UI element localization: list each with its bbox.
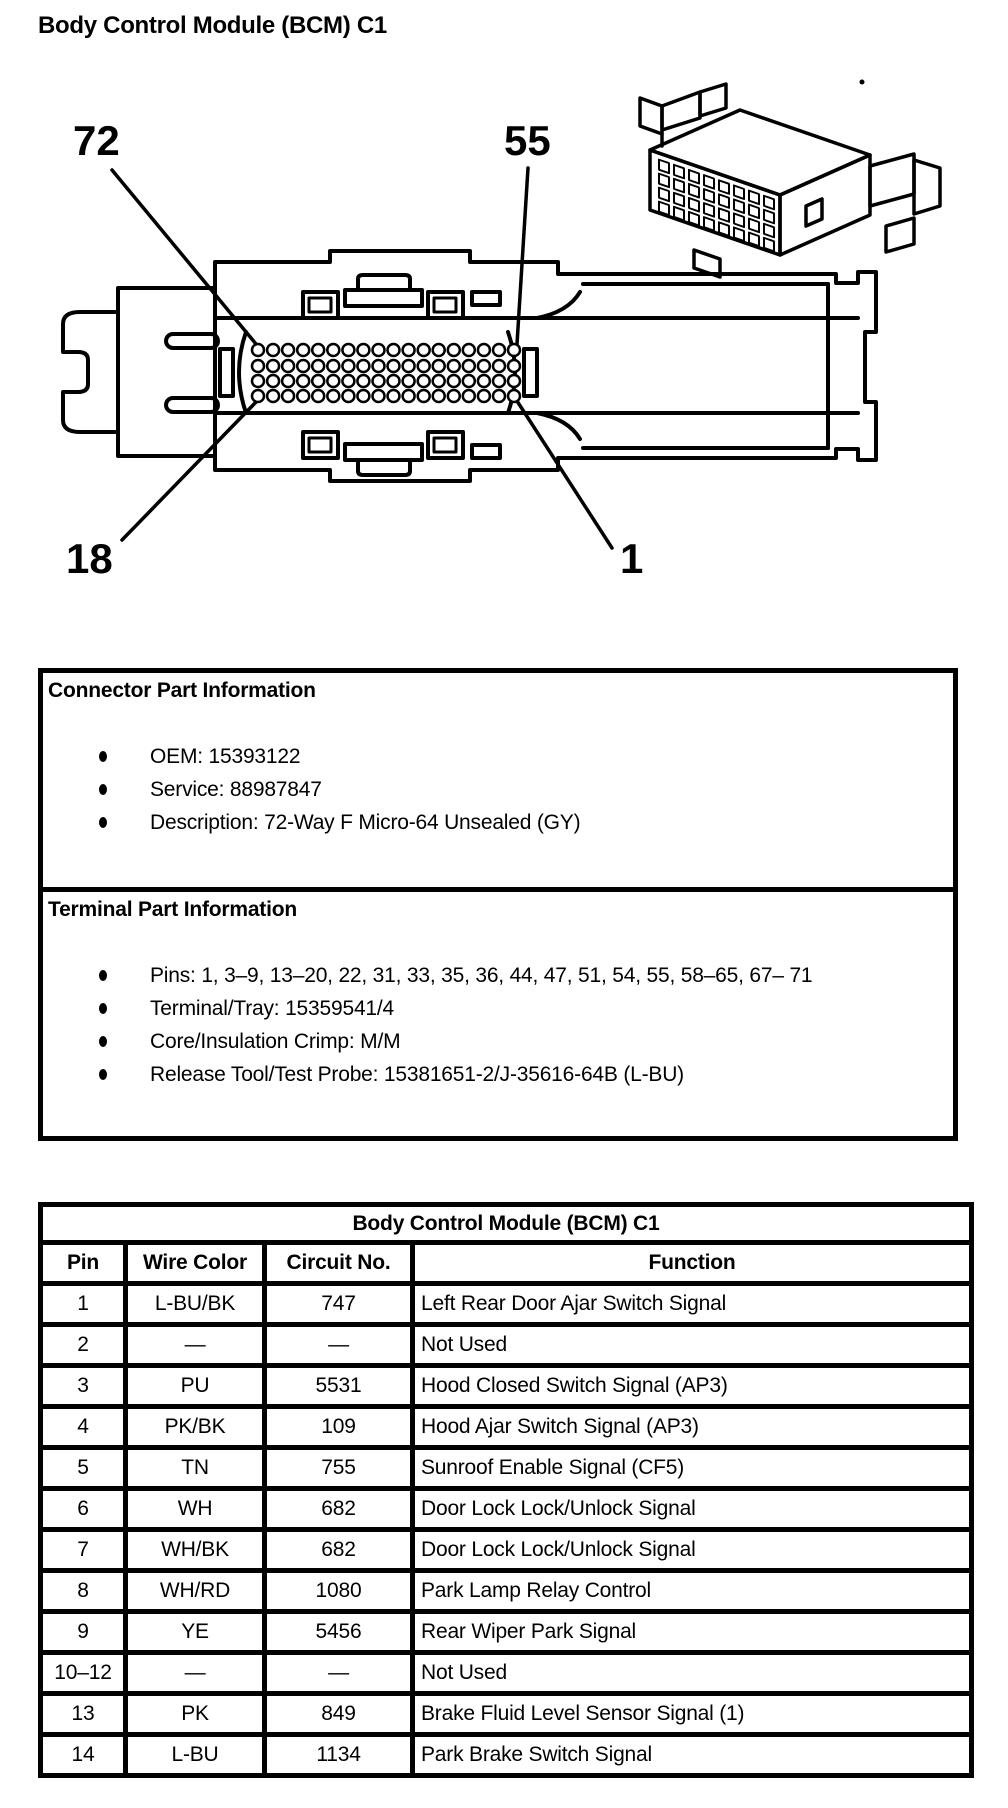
pin-hole	[252, 390, 264, 402]
pin-hole	[267, 375, 279, 387]
top-center-bump	[358, 275, 410, 290]
top-center-tab	[345, 290, 422, 306]
table-cell: Hood Closed Switch Signal (AP3)	[413, 1366, 972, 1407]
table-cell: 1	[41, 1284, 126, 1325]
pin-hole	[373, 375, 385, 387]
pin-hole	[297, 360, 309, 372]
iso-right-arm	[870, 154, 914, 206]
table-cell: Park Lamp Relay Control	[413, 1571, 972, 1612]
bottom-clip-1-inner	[309, 438, 331, 452]
part-information-box	[38, 668, 958, 1141]
pin-hole	[448, 390, 460, 402]
table-row	[41, 1489, 972, 1530]
bullet-item: Service: 88987847	[43, 773, 953, 806]
table-row	[41, 1694, 972, 1735]
iso-pin-cell	[749, 191, 759, 204]
table-cell: Brake Fluid Level Sensor Signal (1)	[413, 1694, 972, 1735]
pin-hole	[478, 390, 490, 402]
pin-hole	[493, 344, 505, 356]
pin-hole	[282, 344, 294, 356]
pin-label-72: 72	[73, 117, 120, 164]
bullet-item: Core/Insulation Crimp: M/M	[43, 1025, 953, 1058]
table-cell: 1134	[265, 1735, 413, 1776]
pin-hole	[312, 375, 324, 387]
iso-right-foot	[886, 218, 914, 252]
pin-hole	[403, 375, 415, 387]
iso-pin-cell	[734, 214, 744, 227]
table-cell: 755	[265, 1448, 413, 1489]
pin-hole	[448, 344, 460, 356]
iso-pin-cell	[689, 198, 699, 211]
table-cell: PK	[126, 1694, 265, 1735]
table-row	[41, 1735, 972, 1776]
iso-pin-cell	[749, 219, 759, 232]
table-cell: 5456	[265, 1612, 413, 1653]
table-row	[41, 1407, 972, 1448]
connector-iso-view	[640, 80, 940, 278]
left-prong-bottom	[166, 398, 218, 412]
top-clip-2-inner	[434, 298, 456, 312]
table-cell: PU	[126, 1366, 265, 1407]
iso-pin-cell	[659, 202, 669, 215]
column-header-function: Function	[413, 1243, 972, 1284]
bottom-center-bump	[358, 460, 410, 475]
terminal-part-information-list	[43, 959, 953, 1091]
iso-pin-cell	[734, 186, 744, 199]
column-header-circuit-no: Circuit No.	[265, 1243, 413, 1284]
right-corner-arc-bottom	[537, 413, 580, 439]
iso-pin-cell	[764, 224, 774, 237]
iso-pin-cell	[674, 193, 684, 206]
table-cell: Hood Ajar Switch Signal (AP3)	[413, 1407, 972, 1448]
iso-pin-cell	[749, 205, 759, 218]
table-cell: Door Lock Lock/Unlock Signal	[413, 1489, 972, 1530]
iso-pin-cell	[719, 194, 729, 207]
pin-hole	[433, 344, 445, 356]
table-cell: 14	[41, 1735, 126, 1776]
table-cell: 10–12	[41, 1653, 126, 1694]
pin-hole	[478, 360, 490, 372]
iso-pin-cell	[719, 180, 729, 193]
pin-hole	[478, 344, 490, 356]
pin-hole	[403, 360, 415, 372]
table-row	[41, 1448, 972, 1489]
table-cell: 8	[41, 1571, 126, 1612]
table-cell: 849	[265, 1694, 413, 1735]
table-cell: —	[265, 1653, 413, 1694]
iso-pin-cell	[704, 217, 714, 230]
table-cell: Not Used	[413, 1653, 972, 1694]
pin-hole	[418, 375, 430, 387]
left-prong-top	[166, 334, 218, 348]
pin-hole	[357, 360, 369, 372]
bullet-item: OEM: 15393122	[43, 740, 953, 773]
connector-part-information-title: Connector Part Information	[48, 679, 316, 702]
table-cell: TN	[126, 1448, 265, 1489]
table-cell: Door Lock Lock/Unlock Signal	[413, 1530, 972, 1571]
pin-hole	[388, 360, 400, 372]
pin-hole	[282, 360, 294, 372]
iso-latch-flange-1	[640, 98, 662, 134]
pin-hole	[493, 375, 505, 387]
pin-hole	[297, 344, 309, 356]
pin-cavity-left-arc	[239, 332, 246, 413]
pin-hole	[463, 390, 475, 402]
table-cell: —	[126, 1325, 265, 1366]
table-cell: WH/BK	[126, 1530, 265, 1571]
pin-hole	[312, 360, 324, 372]
table-row	[41, 1571, 972, 1612]
terminal-part-information-title: Terminal Part Information	[48, 898, 297, 921]
table-cell: 2	[41, 1325, 126, 1366]
table-cell: 3	[41, 1366, 126, 1407]
iso-pin-cell	[719, 208, 729, 221]
pin-hole	[403, 390, 415, 402]
pin-grid	[252, 344, 520, 402]
pin-hole	[267, 360, 279, 372]
pin-hole	[282, 390, 294, 402]
table-row	[41, 1612, 972, 1653]
pin-hole	[267, 344, 279, 356]
pin-hole	[418, 344, 430, 356]
iso-right-clip	[914, 160, 940, 214]
pin-hole	[373, 360, 385, 372]
table-cell: YE	[126, 1612, 265, 1653]
table-cell: L-BU/BK	[126, 1284, 265, 1325]
pin-label-55: 55	[504, 117, 551, 164]
pin-label-18: 18	[66, 535, 113, 582]
pin-hole	[508, 375, 520, 387]
table-cell: 682	[265, 1530, 413, 1571]
table-row	[41, 1530, 972, 1571]
pin-hole	[312, 344, 324, 356]
pin-hole	[267, 390, 279, 402]
bottom-center-tab	[345, 444, 422, 460]
pin-hole	[297, 390, 309, 402]
table-cell: —	[126, 1653, 265, 1694]
bottom-small-tab	[472, 445, 500, 458]
bullet-item: Description: 72-Way F Micro-64 Unsealed (GY)	[43, 806, 953, 839]
pin-hole	[252, 360, 264, 372]
iso-pin-cell	[689, 212, 699, 225]
pin-hole	[478, 375, 490, 387]
table-cell: 1080	[265, 1571, 413, 1612]
pin-hole	[297, 375, 309, 387]
pin-hole	[327, 375, 339, 387]
pin-hole	[357, 390, 369, 402]
pin-hole	[252, 375, 264, 387]
pin-hole	[373, 344, 385, 356]
pin-hole	[433, 390, 445, 402]
iso-latch-box	[700, 84, 726, 116]
pin-hole	[388, 375, 400, 387]
pin-hole	[342, 375, 354, 387]
pin-hole	[448, 375, 460, 387]
pin-hole	[418, 360, 430, 372]
pin-hole	[282, 375, 294, 387]
table-cell: Park Brake Switch Signal	[413, 1735, 972, 1776]
table-row	[41, 1653, 972, 1694]
pin-hole	[342, 390, 354, 402]
bullet-item: Terminal/Tray: 15359541/4	[43, 992, 953, 1025]
table-cell: L-BU	[126, 1735, 265, 1776]
table-cell: 13	[41, 1694, 126, 1735]
table-cell: 4	[41, 1407, 126, 1448]
pin-hole	[388, 390, 400, 402]
iso-pin-cell	[749, 233, 759, 246]
connector-diagram	[0, 0, 1008, 600]
iso-pin-cell	[764, 196, 774, 209]
pin-hole	[508, 390, 520, 402]
bullet-item: Release Tool/Test Probe: 15381651-2/J-35616-64B (L-BU)	[43, 1058, 953, 1091]
left-bracket	[63, 312, 118, 432]
pin-hole	[433, 375, 445, 387]
pin-table-title: Body Control Module (BCM) C1	[41, 1205, 972, 1243]
iso-pin-cell	[734, 200, 744, 213]
table-row	[41, 1284, 972, 1325]
iso-pin-cell	[659, 160, 669, 173]
terminal-part-information-section	[43, 892, 953, 1091]
bottom-clip-2-inner	[434, 438, 456, 452]
pin-hole	[357, 375, 369, 387]
table-cell: WH	[126, 1489, 265, 1530]
table-cell: 747	[265, 1284, 413, 1325]
pin-hole	[433, 360, 445, 372]
table-cell: Not Used	[413, 1325, 972, 1366]
iso-pin-cell	[704, 175, 714, 188]
iso-pin-cell	[689, 184, 699, 197]
table-cell: 7	[41, 1530, 126, 1571]
pin-hole	[508, 360, 520, 372]
pin-hole	[418, 390, 430, 402]
left-block	[118, 288, 215, 456]
table-cell: Rear Wiper Park Signal	[413, 1612, 972, 1653]
top-clip-1-inner	[309, 298, 331, 312]
top-small-tab	[472, 292, 500, 305]
table-cell: 5531	[265, 1366, 413, 1407]
pin-hole	[342, 344, 354, 356]
column-header-wire-color: Wire Color	[126, 1243, 265, 1284]
table-cell: 109	[265, 1407, 413, 1448]
iso-pin-cell	[674, 207, 684, 220]
pin-hole	[448, 360, 460, 372]
pin-hole	[252, 344, 264, 356]
pin-hole	[463, 344, 475, 356]
table-cell: PK/BK	[126, 1407, 265, 1448]
connector-part-information-list	[43, 740, 953, 839]
page-title: Body Control Module (BCM) C1	[38, 12, 387, 39]
pin-table-header-row	[41, 1243, 972, 1284]
pin-hole	[493, 360, 505, 372]
iso-pin-cell	[704, 203, 714, 216]
pin-table	[38, 1202, 974, 1778]
table-cell: 682	[265, 1489, 413, 1530]
pin-table-title-row	[41, 1205, 972, 1243]
iso-pin-cell	[764, 238, 774, 251]
column-header-pin: Pin	[41, 1243, 126, 1284]
pin-hole	[403, 344, 415, 356]
iso-latch-flange-2	[662, 92, 700, 130]
pin-hole	[388, 344, 400, 356]
iso-pin-cell	[704, 189, 714, 202]
pin-label-1: 1	[620, 535, 644, 582]
iso-keyway	[806, 199, 822, 226]
pin-hole	[463, 375, 475, 387]
iso-pin-cell	[674, 165, 684, 178]
left-seal	[220, 349, 233, 396]
iso-pin-cell	[719, 222, 729, 235]
pin-hole	[327, 344, 339, 356]
pin-hole	[312, 390, 324, 402]
table-cell: 6	[41, 1489, 126, 1530]
table-cell: 9	[41, 1612, 126, 1653]
pin-hole	[508, 344, 520, 356]
pin-hole	[342, 360, 354, 372]
right-corner-arc-top	[537, 292, 580, 318]
scan-speck	[860, 80, 865, 85]
right-seal	[524, 349, 537, 396]
pin-table-body	[41, 1284, 972, 1776]
table-row	[41, 1325, 972, 1366]
pin-hole	[463, 360, 475, 372]
pin-hole	[357, 344, 369, 356]
iso-pin-cell	[764, 210, 774, 223]
table-cell: Sunroof Enable Signal (CF5)	[413, 1448, 972, 1489]
pin-hole	[327, 360, 339, 372]
iso-pin-cell	[659, 188, 669, 201]
bullet-item: Pins: 1, 3–9, 13–20, 22, 31, 33, 35, 36, 44, 47, 51, 54, 55, 58–65, 67– 71	[43, 959, 953, 992]
table-cell: WH/RD	[126, 1571, 265, 1612]
iso-pin-cell	[689, 170, 699, 183]
iso-right-face	[780, 155, 870, 255]
pin-hole	[327, 390, 339, 402]
table-row	[41, 1366, 972, 1407]
table-cell: —	[265, 1325, 413, 1366]
iso-pin-cell	[734, 228, 744, 241]
pin-hole	[493, 390, 505, 402]
table-cell: 5	[41, 1448, 126, 1489]
iso-pin-cell	[674, 179, 684, 192]
iso-pin-cell	[659, 174, 669, 187]
pin-hole	[373, 390, 385, 402]
connector-part-information-section	[43, 673, 953, 892]
table-cell: Left Rear Door Ajar Switch Signal	[413, 1284, 972, 1325]
